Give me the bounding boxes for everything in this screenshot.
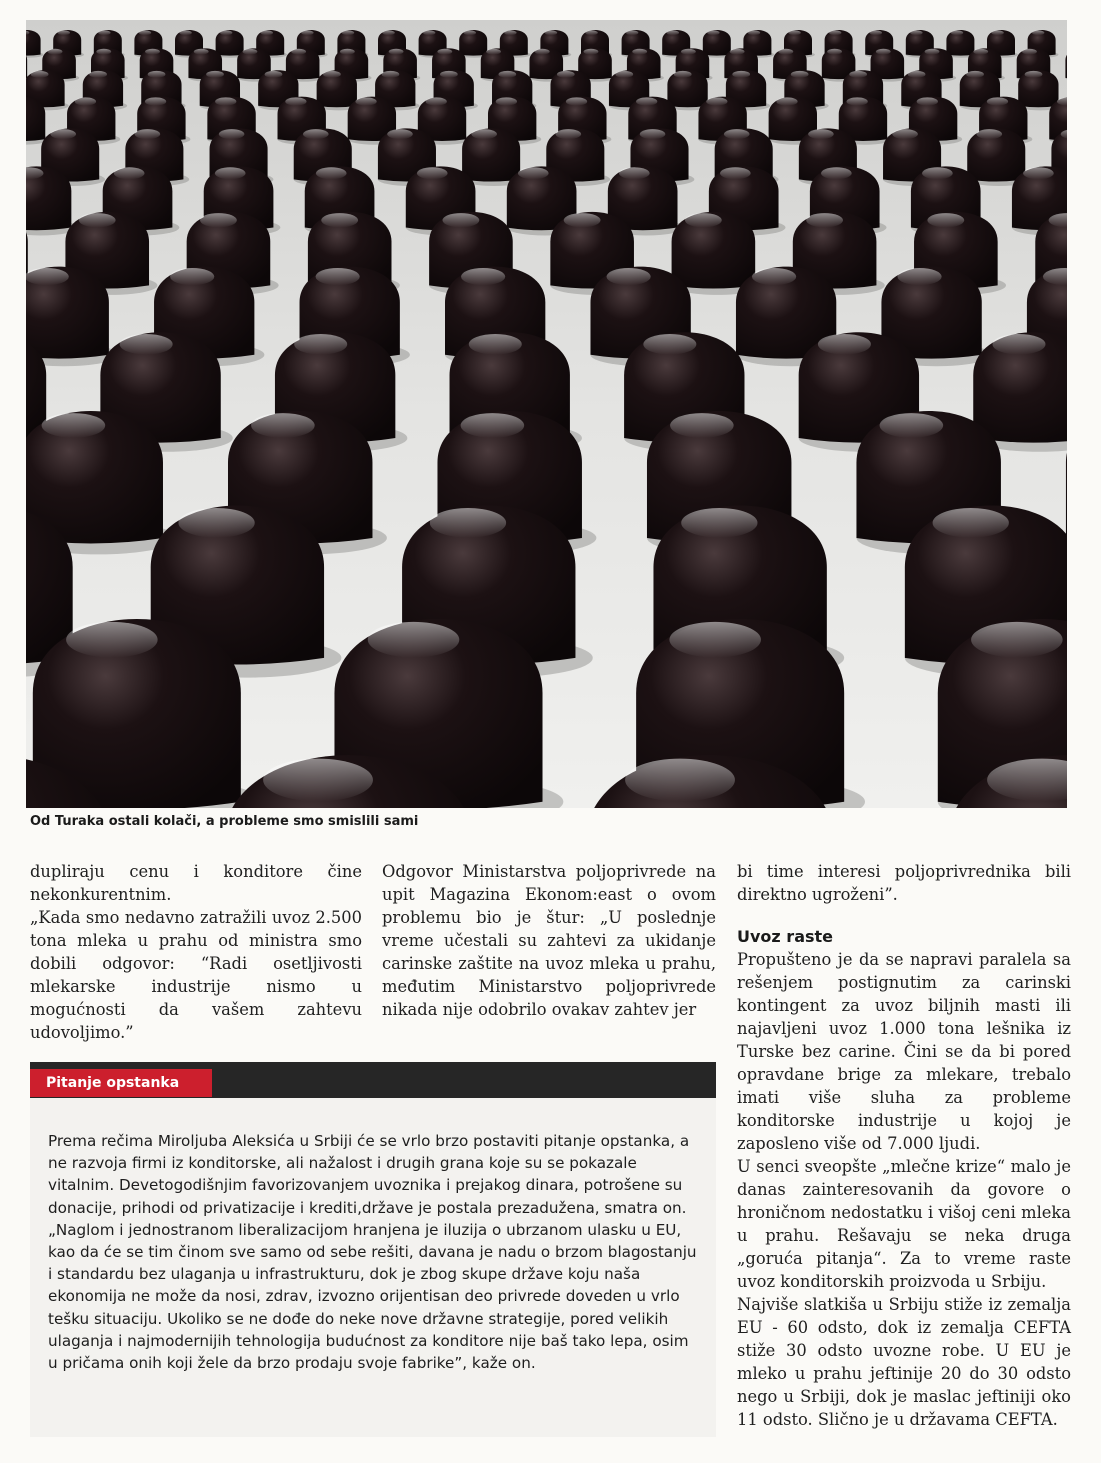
chocolate-pralines-image xyxy=(26,20,1067,808)
paragraph: Odgovor Ministarstva poljoprivrede na upit Magazina Ekonom:east o ovom problemu bio je štur: „U poslednje vreme učestali su zahtevi za ukidanje carinske zaštite na uvoz mleka u prahu, međutim Ministarstvo poljoprivrede nikada nije odobrilo ovakav zahtev jer xyxy=(382,862,716,1019)
paragraph: Prema rečima Miroljuba Aleksića u Srbiji će se vrlo brzo postaviti pitanje opstanka, a ne razvoja firmi iz konditorske, ali nažalost i drugih grana koje su se pokazale vitalnim. Devetogodišnjim favorizovanjem uvoznika i prejakog dinara, potrošene su donacije, prihodi od privatizacije i krediti,države je postala prezadužena, smatra on. xyxy=(48,1132,690,1217)
article-column-2 xyxy=(382,860,716,1021)
section-subhead: Uvoz raste xyxy=(737,927,834,946)
article-column-3 xyxy=(737,860,1071,1431)
paragraph: Najviše slatkiša u Srbiju stiže iz zemalja EU - 60 odsto, dok iz zemalja CEFTA stiže 30 odsto uvozne robe. U EU je mleko u prahu jeftinije 20 do 30 odsto nego u Srbiji, dok je maslac jeftiniji oko 11 odsto. Slično je u državama CEFTA. xyxy=(737,1295,1071,1429)
photo-caption: Od Turaka ostali kolači, a probleme smo smislili sami xyxy=(30,814,419,829)
box-header-bar xyxy=(30,1062,716,1098)
box-title: Pitanje opstanka xyxy=(30,1069,212,1097)
paragraph: dupliraju cenu i konditore čine nekonkurentnim. xyxy=(30,862,362,904)
sidebar-box xyxy=(30,1062,716,1437)
paragraph: „Kada smo nedavno zatražili uvoz 2.500 tona mleka u prahu od ministra smo dobili odgovor: “Radi osetljivosti mlekarske industrije nismo u mogućnosti da vašem zahtevu udovoljimo.” xyxy=(30,908,362,1042)
article-column-1 xyxy=(30,860,362,1044)
paragraph: „Naglom i jednostranom liberalizacijom hranjena je iluzija o ubrzanom ulasku u EU, kao da će se tim činom sve samo od sebe rešiti, davana je nadu o brzom blagostanju i standardu bez ulaganja u infrastrukturu, dok je zbog skupe države koju naša ekonomija ne može da nosi, zdrav, izvozno orijentisan deo privrede doveden u vrlo tešku situaciju. Ukoliko se ne dođe do neke nove državne strategije, pored velikih ulaganja i najmodernijih tehnologija budućnost za konditore nije baš tako lepa, osim u pričama onih koji žele da brzo prodaju svoje fabrike”, kaže on. xyxy=(48,1220,697,1373)
chocolate-photo xyxy=(26,20,1067,808)
paragraph: Propušteno je da se napravi paralela sa rešenjem postignutim za carinski kontingent za uvoz biljnih masti ili najavljeni uvoz 1.000 tona lešnika iz Turske bez carine. Čini se da bi pored opravdane brige za mlekare, trebalo imati više sluha za probleme konditorske industrije u kojoj je zaposleno više od 7.000 ljudi. xyxy=(737,950,1071,1153)
box-body xyxy=(30,1098,716,1374)
paragraph: U senci sveopšte „mlečne krize“ malo je danas zainteresovanih da govore o hroničnom nedostatku i višoj ceni mleka u prahu. Rešavaju se neka druga „goruća pitanja“. Za to vreme raste uvoz konditorskih proizvoda u Srbiju. xyxy=(737,1157,1071,1291)
paragraph: bi time interesi poljoprivrednika bili direktno ugroženi”. xyxy=(737,862,1071,904)
